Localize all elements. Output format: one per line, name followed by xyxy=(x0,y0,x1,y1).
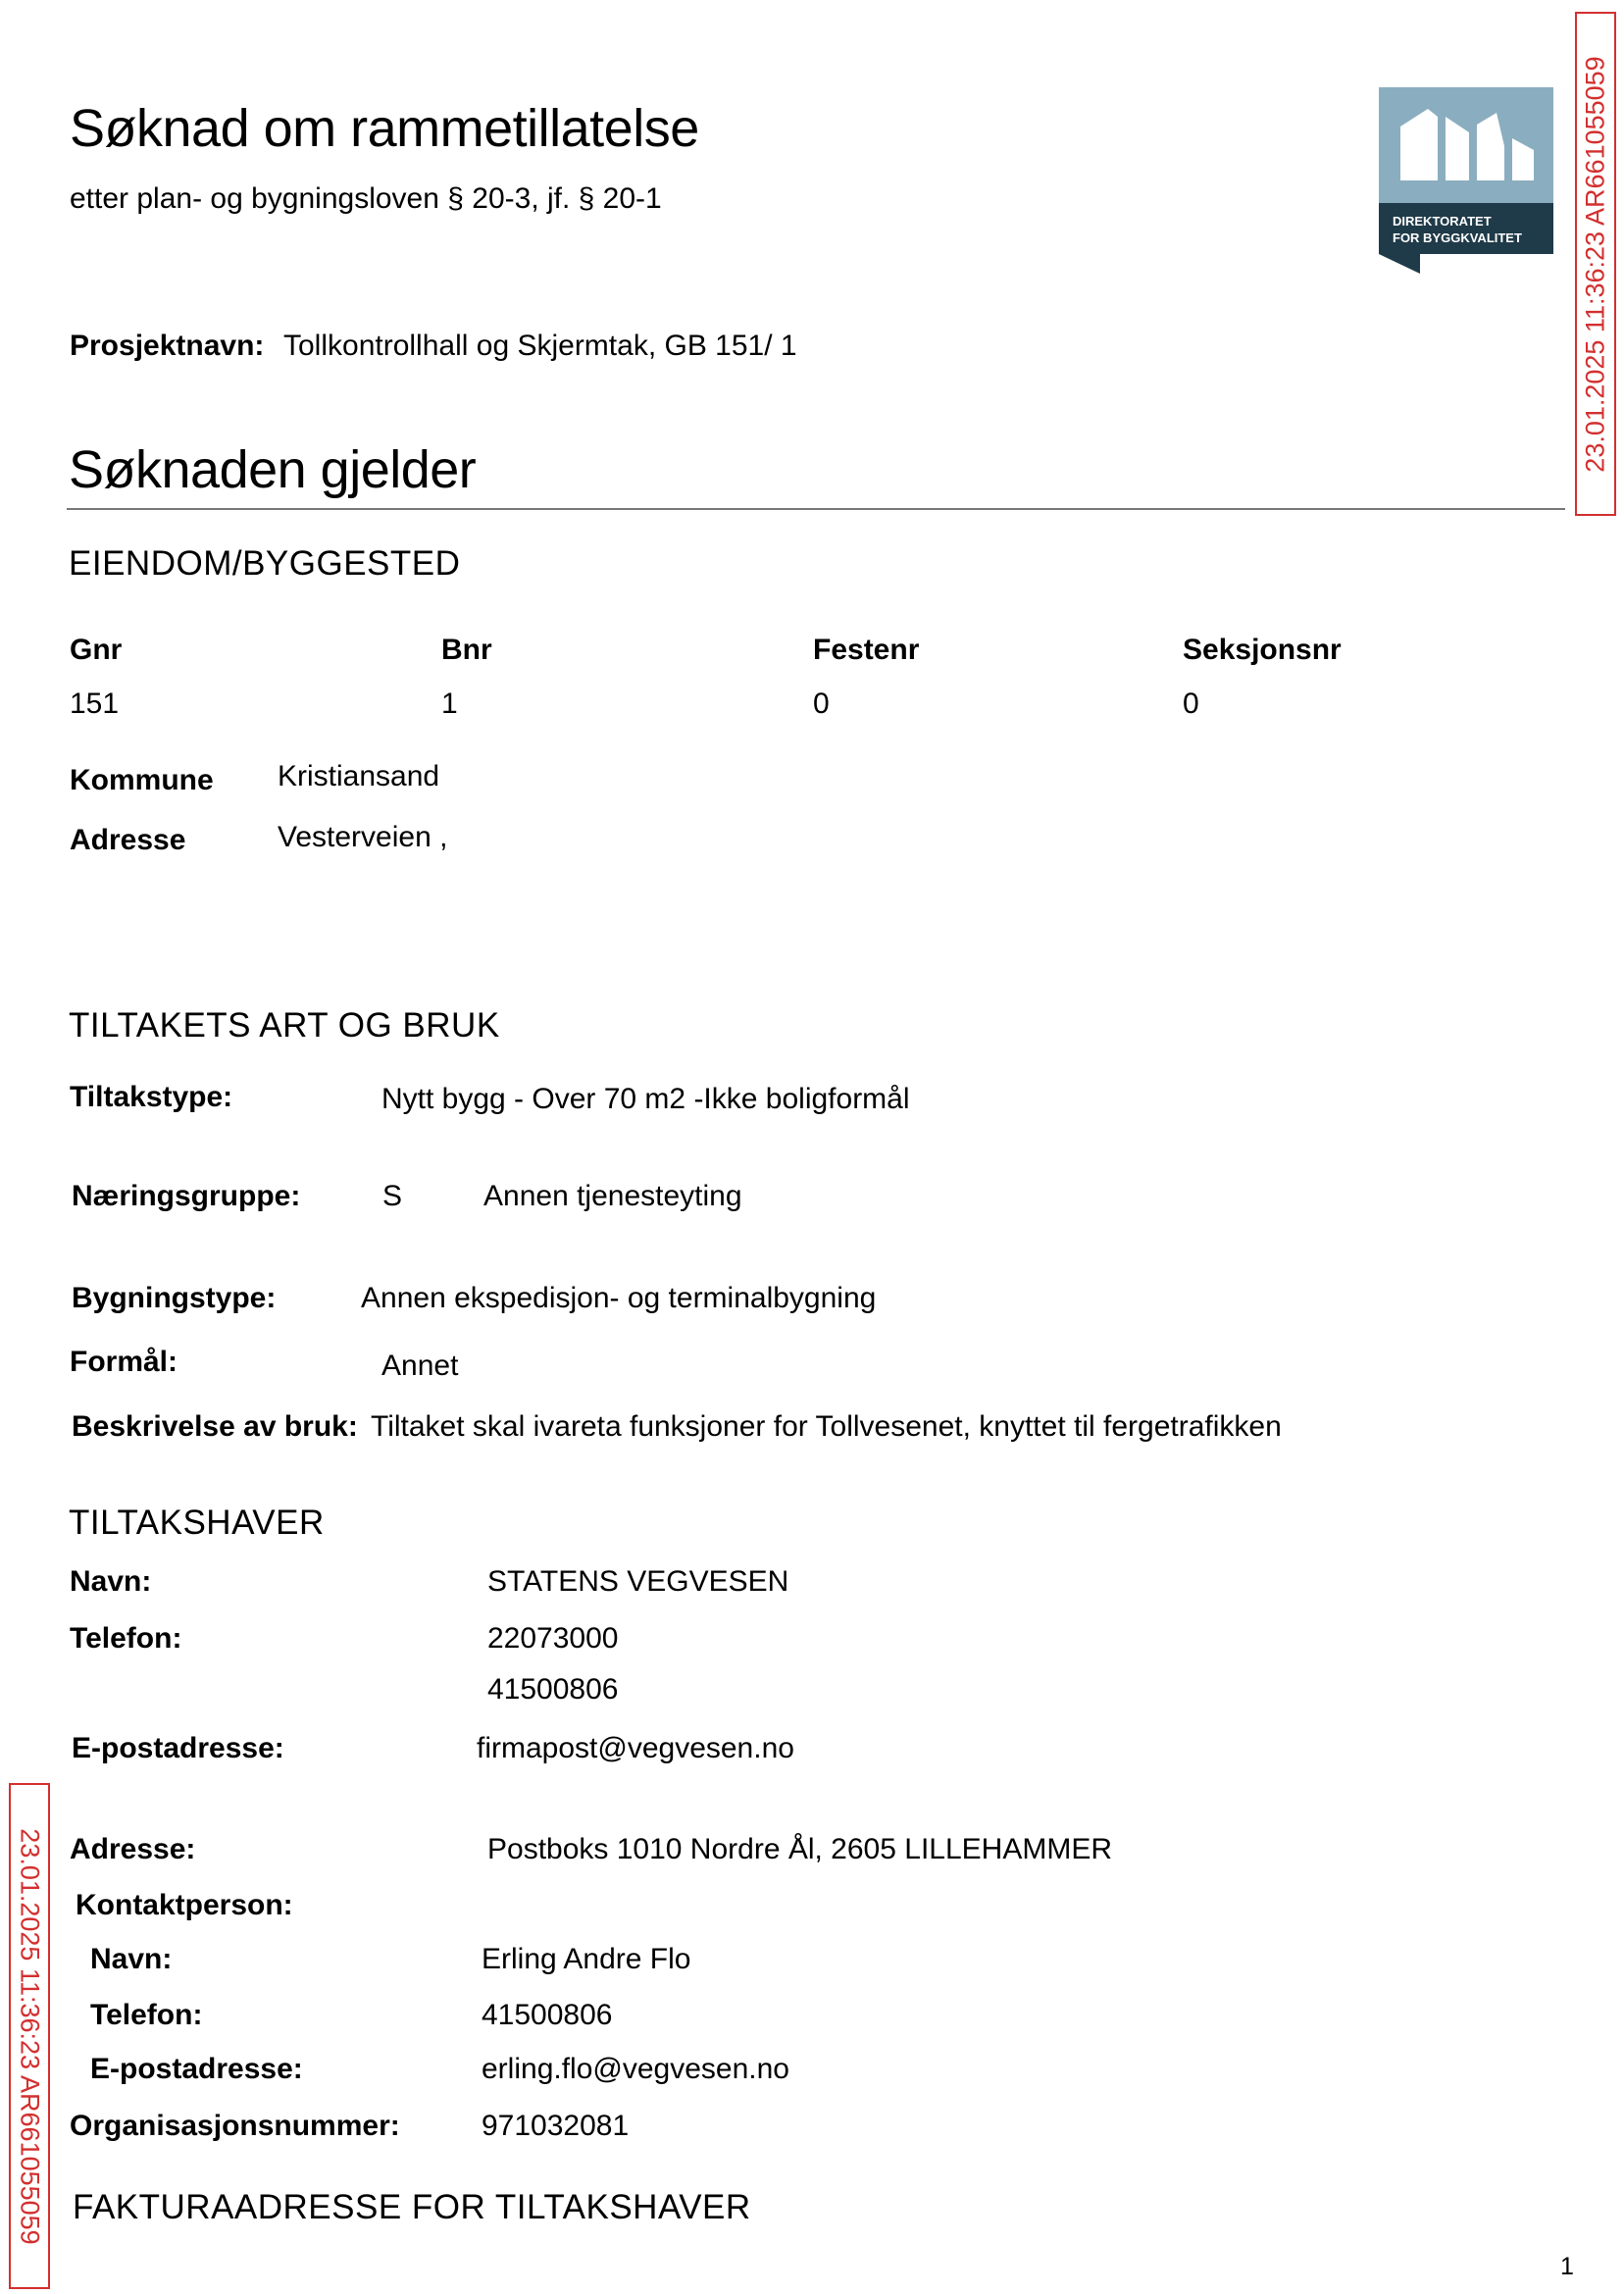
seksjonsnr-label: Seksjonsnr xyxy=(1183,634,1342,666)
navn-value: STATENS VEGVESEN xyxy=(487,1565,789,1598)
tiltakshaver-heading: TILTAKSHAVER xyxy=(69,1504,325,1542)
kontakt-navn-label: Navn: xyxy=(90,1943,173,1975)
organisasjonsnummer-label: Organisasjonsnummer: xyxy=(70,2110,400,2142)
kontaktperson-label: Kontaktperson: xyxy=(76,1889,293,1921)
date-stamp-side-text: 23.01.2025 11:36:23 AR661055059 xyxy=(15,1827,45,2245)
adresse-label: Adresse xyxy=(70,824,186,856)
dibk-logo xyxy=(1379,87,1553,274)
telefon-value-1: 22073000 xyxy=(487,1622,619,1655)
telefon-value-2: 41500806 xyxy=(487,1673,619,1706)
bnr-label: Bnr xyxy=(441,634,492,666)
organisasjonsnummer-value: 971032081 xyxy=(482,2110,630,2142)
document-title: Søknad om rammetillatelse xyxy=(70,99,699,158)
gnr-value: 151 xyxy=(70,688,120,720)
formal-value: Annet xyxy=(381,1350,459,1382)
kontakt-telefon-value: 41500806 xyxy=(482,1999,613,2031)
date-stamp-top-text: 23.01.2025 11:36:23 AR661055059 xyxy=(1580,55,1610,473)
kontakt-telefon-label: Telefon: xyxy=(90,1999,203,2031)
fakturaadresse-heading: FAKTURAADRESSE FOR TILTAKSHAVER xyxy=(73,2188,751,2226)
document-subtitle: etter plan- og bygningsloven § 20-3, jf. § 20-1 xyxy=(70,182,662,215)
page-number: 1 xyxy=(1560,2253,1574,2280)
epost-label: E-postadresse: xyxy=(72,1732,284,1764)
project-name-value: Tollkontrollhall og Skjermtak, GB 151/ 1 xyxy=(283,330,797,362)
formal-label: Formål: xyxy=(70,1346,178,1378)
kontakt-navn-value: Erling Andre Flo xyxy=(482,1943,691,1975)
festenr-value: 0 xyxy=(813,688,830,720)
date-stamp-top xyxy=(1575,12,1616,516)
logo-text-line2: FOR BYGGKVALITET xyxy=(1393,230,1522,245)
kontakt-epost-value: erling.flo@vegvesen.no xyxy=(482,2053,789,2085)
kontakt-epost-label: E-postadresse: xyxy=(90,2053,303,2085)
beskrivelse-value: Tiltaket skal ivareta funksjoner for Tollvesenet, knyttet til fergetrafikken xyxy=(371,1410,1282,1443)
tiltakstype-value: Nytt bygg - Over 70 m2 -Ikke boligformål xyxy=(381,1083,910,1115)
bygningstype-label: Bygningstype: xyxy=(72,1282,277,1314)
kommune-label: Kommune xyxy=(70,764,214,796)
bygningstype-value: Annen ekspedisjon- og terminalbygning xyxy=(361,1282,877,1314)
adresse-value: Vesterveien , xyxy=(278,821,448,853)
festenr-label: Festenr xyxy=(813,634,920,666)
beskrivelse-label: Beskrivelse av bruk: xyxy=(72,1410,358,1443)
tiltak-heading: TILTAKETS ART OG BRUK xyxy=(69,1006,500,1045)
logo-text-line1: DIREKTORATET xyxy=(1393,214,1492,229)
kommune-value: Kristiansand xyxy=(278,760,440,792)
date-stamp-side xyxy=(9,1783,50,2289)
tiltakshaver-adresse-label: Adresse: xyxy=(70,1833,196,1865)
eiendom-heading: EIENDOM/BYGGESTED xyxy=(69,544,461,583)
tiltakshaver-adresse-value: Postboks 1010 Nordre Ål, 2605 LILLEHAMMER xyxy=(487,1833,1112,1865)
naeringsgruppe-code: S xyxy=(382,1180,403,1212)
section-divider xyxy=(67,508,1565,510)
section-title: Søknaden gjelder xyxy=(69,440,477,499)
navn-label: Navn: xyxy=(70,1565,152,1598)
epost-value: firmapost@vegvesen.no xyxy=(477,1732,794,1764)
telefon-label: Telefon: xyxy=(70,1622,182,1655)
tiltakstype-label: Tiltakstype: xyxy=(70,1081,233,1113)
naeringsgruppe-value: Annen tjenesteyting xyxy=(483,1180,742,1212)
seksjonsnr-value: 0 xyxy=(1183,688,1199,720)
bnr-value: 1 xyxy=(441,688,458,720)
naeringsgruppe-label: Næringsgruppe: xyxy=(72,1180,301,1212)
gnr-label: Gnr xyxy=(70,634,123,666)
project-name-label: Prosjektnavn: xyxy=(70,330,265,362)
